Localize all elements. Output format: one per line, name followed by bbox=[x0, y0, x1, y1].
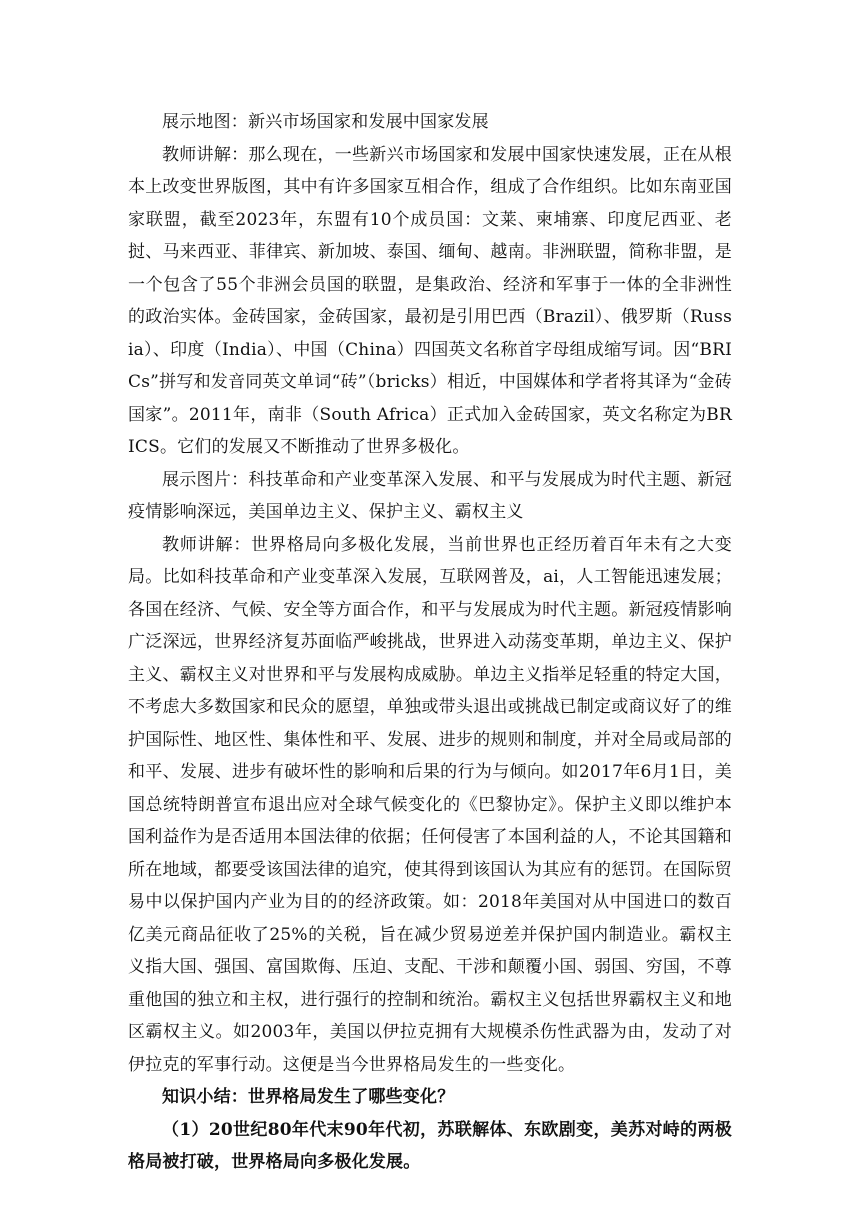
teacher-explanation-paragraph-1: 教师讲解：那么现在，一些新兴市场国家和发展中国家快速发展，正在从根本上改变世界版图，其中有许多国家互相合作，组成了合作组织。比如东南亚国家联盟，截至2023年，东盟有10个成员国：文莱、柬埔寨、印度尼西亚、老挝、马来西亚、菲律宾、新加坡、泰国、缅甸、越南。非洲联盟，简称非盟，是一个包含了55个非洲会员国的联盟，是集政治、经济和军事于一体的全非洲性的政治实体。金砖国家，金砖国家，最初是引用巴西（Brazil）、俄罗斯（Russia）、印度（India）、中国（China）四国英文名称首字母组成缩写词。因“BRICs”拼写和发音同英文单词“砖”（bricks）相近，中国媒体和学者将其译为“金砖国家”。2011年，南非（South Africa）正式加入金砖国家，英文名称定为BRICS。它们的发展又不断推动了世界多极化。 bbox=[128, 144, 732, 457]
document-body bbox=[128, 106, 732, 1179]
summary-point-1: （1）20世纪80年代末90年代初，苏联解体、东欧剧变，美苏对峙的两极格局被打破，世界格局向多极化发展。 bbox=[128, 1119, 732, 1172]
map-display-paragraph: 展示地图：新兴市场国家和发展中国家发展 bbox=[162, 112, 489, 132]
image-display-paragraph: 展示图片：科技革命和产业变革深入发展、和平与发展成为时代主题、新冠疫情影响深远，美国单边主义、保护主义、霸权主义 bbox=[128, 469, 732, 522]
knowledge-summary-heading: 知识小结：世界格局发生了哪些变化？ bbox=[162, 1087, 455, 1107]
teacher-explanation-paragraph-2: 教师讲解：世界格局向多极化发展，当前世界也正经历着百年未有之大变局。比如科技革命和产业变革深入发展，互联网普及，ai，人工智能迅速发展；各国在经济、气候、安全等方面合作，和平与发展成为时代主题。新冠疫情影响广泛深远，世界经济复苏面临严峻挑战，世界进入动荡变革期，单边主义、保护主义、霸权主义对世界和平与发展构成威胁。单边主义指举足轻重的特定大国，不考虑大多数国家和民众的愿望，单独或带头退出或挑战已制定或商议好了的维护国际性、地区性、集体性和平、发展、进步的规则和制度，并对全局或局部的和平、发展、进步有破坏性的影响和后果的行为与倾向。如2017年6月1日，美国总统特朗普宣布退出应对全球气候变化的《巴黎协定》。保护主义即以维护本国利益作为是否适用本国法律的依据；任何侵害了本国利益的人，不论其国籍和所在地域，都要受该国法律的追究，使其得到该国认为其应有的惩罚。在国际贸易中以保护国内产业为目的的经济政策。如：2018年美国对从中国进口的数百亿美元商品征收了25%的关税，旨在减少贸易逆差并保护国内制造业。霸权主义指大国、强国、富国欺侮、压迫、支配、干涉和颠覆小国、弱国、穷国，不尊重他国的独立和主权，进行强行的控制和统治。霸权主义包括世界霸权主义和地区霸权主义。如2003年，美国以伊拉克拥有大规模杀伤性武器为由，发动了对伊拉克的军事行动。这便是当今世界格局发生的一些变化。 bbox=[128, 534, 732, 1075]
